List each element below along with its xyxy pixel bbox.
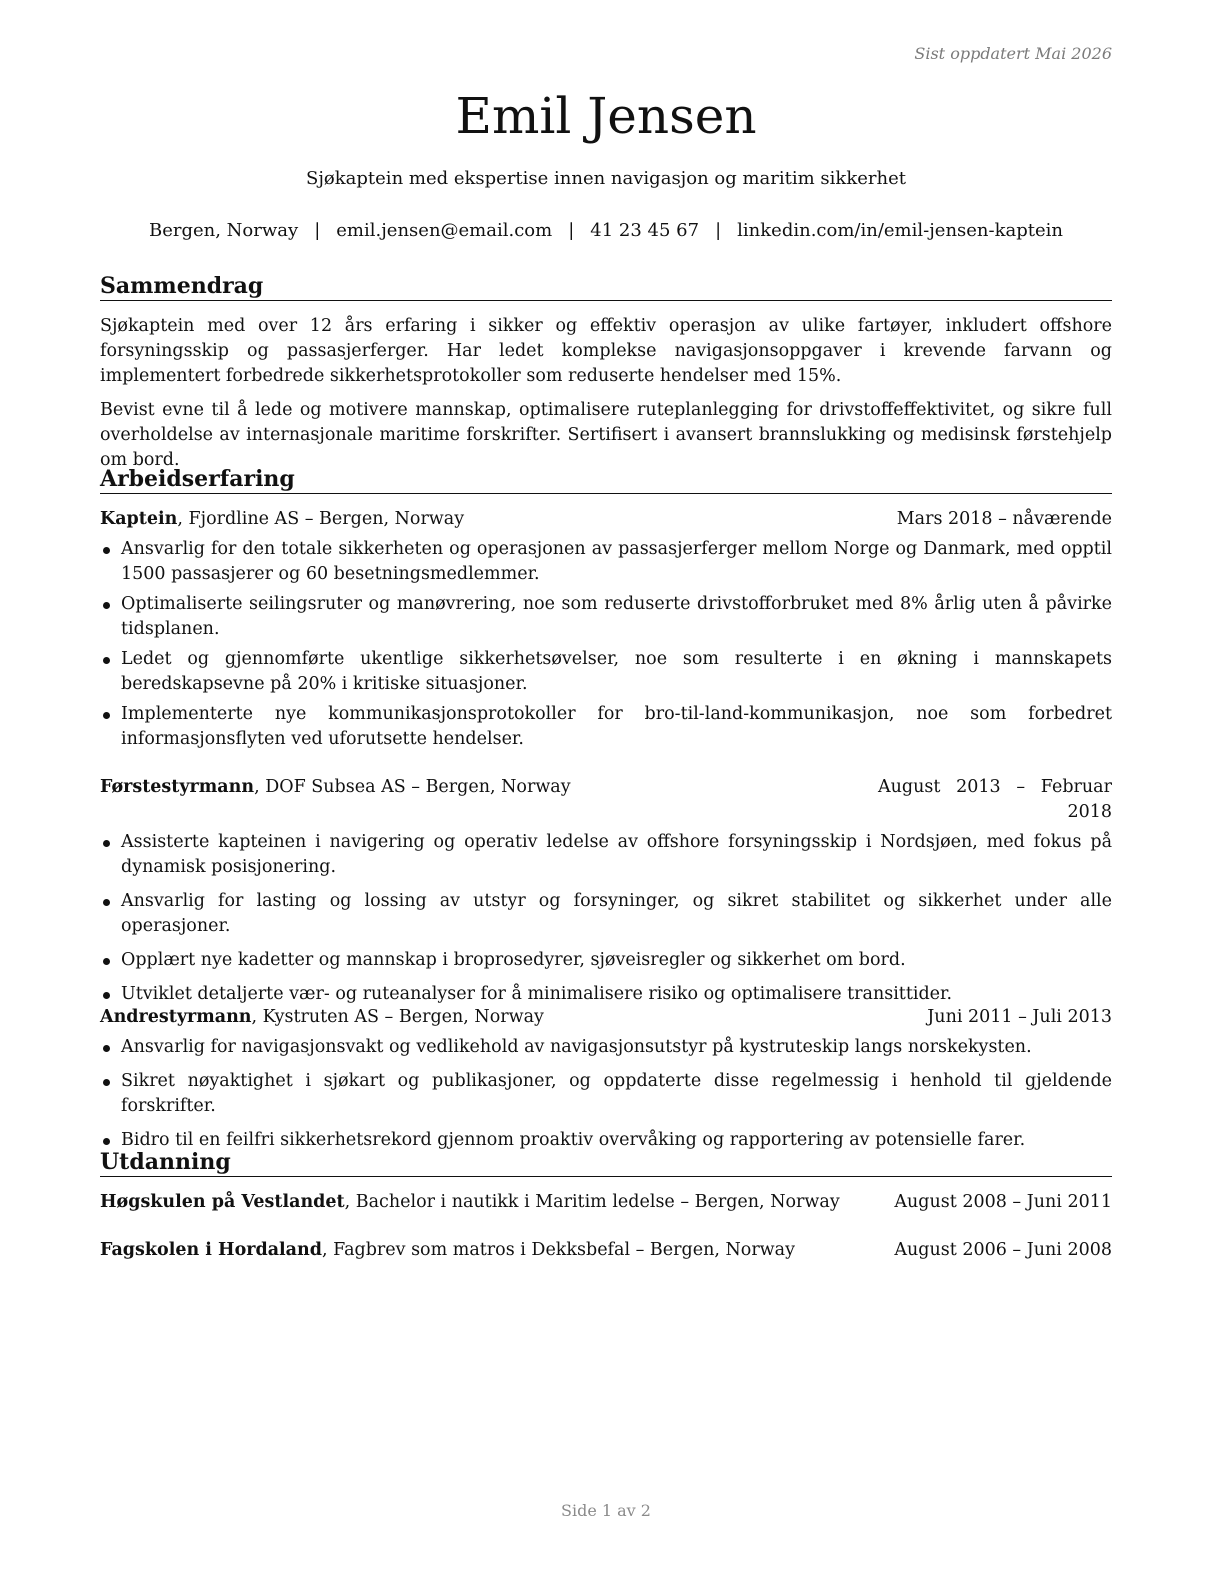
bullet-icon — [103, 657, 110, 664]
job-title-line — [100, 775, 571, 825]
job-role: Andrestyrmann — [100, 1007, 252, 1027]
bullet-text: Assisterte kapteinen i navigering og operativ ledelse av offshore forsyningsskip i Nordsjøen, med fokus på dynamisk posisjonering. — [121, 832, 1112, 877]
list-item — [100, 647, 1112, 697]
person-name: Emil Jensen — [455, 87, 757, 145]
bullet-icon — [103, 992, 110, 999]
contact-separator: | — [314, 220, 321, 241]
job-bullets — [100, 830, 1112, 1016]
job-title-line — [100, 1005, 544, 1030]
education-detail: , Fagbrev som matros i Dekksbefal – Bergen, Norway — [321, 1240, 795, 1260]
bullet-icon — [103, 840, 110, 847]
page-number: Side 1 av 2 — [561, 1501, 651, 1520]
job-title-line — [100, 507, 464, 532]
job-dates: Mars 2018 – nåværende — [896, 509, 1112, 529]
job-organization: , Fjordline AS – Bergen, Norway — [177, 509, 465, 529]
job-organization: , Kystruten AS – Bergen, Norway — [251, 1007, 544, 1027]
bullet-text: Optimaliserte seilingsruter og manøvrering, noe som reduserte drivstofforbruket med 8% årlig uten å påvirke tidsplanen. — [121, 594, 1112, 639]
bullet-icon — [103, 547, 110, 554]
bullet-icon — [103, 1138, 110, 1145]
job-header — [100, 507, 1112, 532]
education-detail: , Bachelor i nautikk i Maritim ledelse – Bergen, Norway — [344, 1192, 840, 1212]
section-title-education: Utdanning — [100, 1148, 1112, 1177]
bullet-text: Ledet og gjennomførte ukentlige sikkerhetsøvelser, noe som resulterte i en økning i mannskapets beredskapsevne på 20% i kritiske situasjoner. — [121, 649, 1112, 694]
education-school: Fagskolen i Hordaland — [100, 1240, 322, 1260]
bullet-icon — [103, 602, 110, 609]
bullet-icon — [103, 958, 110, 965]
resume-page — [100, 0, 1112, 1584]
bullet-icon — [103, 712, 110, 719]
bullet-text: Utviklet detaljerte vær- og ruteanalyser for å minimalisere risiko og optimalisere transittider. — [121, 984, 953, 1004]
job-organization: , DOF Subsea AS – Bergen, Norway — [254, 777, 571, 797]
bullet-text: Ansvarlig for lasting og lossing av utstyr og forsyninger, og sikret stabilitet og sikkerhet under alle operasjoner. — [121, 891, 1112, 936]
contact-separator: | — [715, 220, 722, 241]
job-header — [100, 1005, 1112, 1030]
list-item — [100, 702, 1112, 752]
tagline: Sjøkaptein med ekspertise innen navigasjon og maritim sikkerhet — [306, 168, 906, 189]
list-item — [100, 830, 1112, 880]
job-dates: August 2013 – Februar 2018 — [878, 777, 1112, 822]
list-item — [100, 1069, 1112, 1119]
list-item — [100, 948, 1112, 973]
education-school: Høgskulen på Vestlandet — [100, 1192, 345, 1212]
summary-paragraph: Sjøkaptein med over 12 års erfaring i sikker og effektiv operasjon av ulike fartøyer, inkludert offshore forsyningsskip og passasjerferger. Har ledet komplekse navigasjonsoppgaver i krevende farvann og implementert forbedrede sikkerhetsprotokoller som reduserte hendelser med 15%. — [100, 316, 1112, 386]
last-updated: Sist oppdatert Mai 2026 — [914, 44, 1112, 63]
contact-location: Bergen, Norway — [148, 220, 299, 241]
bullet-text: Ansvarlig for den totale sikkerheten og operasjonen av passasjerferger mellom Norge og Danmark, med opptil 1500 passasjerer og 60 besetningsmedlemmer. — [121, 539, 1112, 584]
bullet-text: Implementerte nye kommunikasjonsprotokoller for bro-til-land-kommunikasjon, noe som forbedret informasjonsflyten ved uforutsette hendelser. — [121, 704, 1112, 749]
job-bullets — [100, 1035, 1112, 1162]
list-item — [100, 889, 1112, 939]
contact-separator: | — [568, 220, 575, 241]
job-bullets — [100, 537, 1112, 757]
bullet-text: Bidro til en feilfri sikkerhetsrekord gjennom proaktiv overvåking og rapportering av potensielle farer. — [121, 1130, 1026, 1150]
list-item — [100, 982, 1112, 1007]
job-header — [100, 775, 1112, 825]
bullet-text: Sikret nøyaktighet i sjøkart og publikasjoner, og oppdaterte disse regelmessig i henhold til gjeldende forskrifter. — [121, 1071, 1112, 1116]
bullet-text: Ansvarlig for navigasjonsvakt og vedlikehold av navigasjonsutstyr på kystruteskip langs norskekysten. — [121, 1037, 1032, 1057]
education-title-line — [100, 1190, 840, 1215]
contact-linkedin[interactable]: linkedin.com/in/emil-jensen-kaptein — [737, 220, 1063, 241]
list-item — [100, 537, 1112, 587]
bullet-icon — [103, 899, 110, 906]
contact-email[interactable]: emil.jensen@email.com — [336, 220, 553, 241]
bullet-icon — [103, 1079, 110, 1086]
summary-paragraph: Bevist evne til å lede og motivere mannskap, optimalisere ruteplanlegging for drivstoffeffektivitet, og sikre full overholdelse av internasjonale maritime forskrifter. Sertifisert i avansert brannslukking og medisinsk førstehjelp om bord. — [100, 400, 1112, 470]
job-dates: Juni 2011 – Juli 2013 — [927, 1007, 1112, 1027]
list-item — [100, 592, 1112, 642]
education-item — [100, 1238, 1112, 1263]
bullet-icon — [103, 1045, 110, 1052]
bullet-text: Opplært nye kadetter og mannskap i broprosedyrer, sjøveisregler og sikkerhet om bord. — [121, 950, 906, 970]
contact-phone[interactable]: 41 23 45 67 — [590, 220, 700, 241]
job-role: Førstestyrmann — [100, 777, 255, 797]
job-role: Kaptein — [100, 509, 178, 529]
section-title-summary: Sammendrag — [100, 272, 1112, 301]
contact-line — [100, 218, 1112, 244]
education-dates: August 2006 – Juni 2008 — [894, 1240, 1112, 1260]
list-item — [100, 1035, 1112, 1060]
education-item — [100, 1190, 1112, 1215]
education-dates: August 2008 – Juni 2011 — [894, 1192, 1112, 1212]
education-title-line — [100, 1238, 795, 1263]
section-title-experience: Arbeidserfaring — [100, 465, 1112, 494]
